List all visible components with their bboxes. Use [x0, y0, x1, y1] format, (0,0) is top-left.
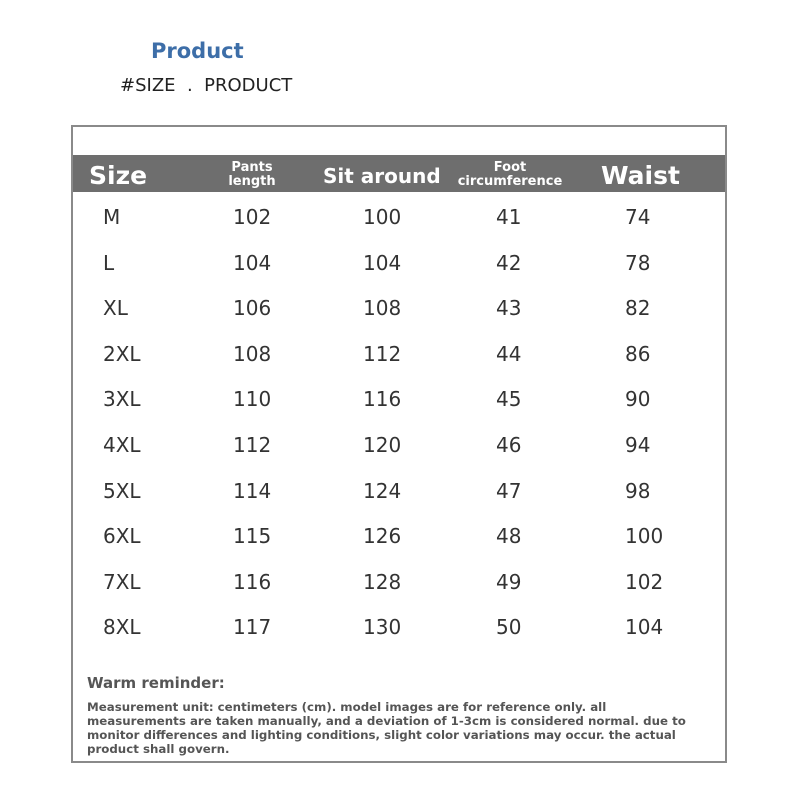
size-chart-panel — [71, 125, 727, 763]
page-title: Product — [151, 39, 244, 63]
cell-pants-length: 117 — [233, 615, 272, 640]
cell-pants-length: 110 — [233, 387, 272, 412]
cell-size: 6XL — [103, 524, 141, 549]
table-row — [73, 607, 725, 653]
cell-sit-around: 116 — [363, 387, 402, 412]
column-header-waist: Waist — [601, 161, 680, 190]
cell-size: 8XL — [103, 615, 141, 640]
table-header — [73, 155, 725, 192]
page-subtitle: #SIZE . PRODUCT — [120, 75, 293, 96]
reminder-title: Warm reminder: — [87, 674, 225, 692]
cell-sit-around: 124 — [363, 478, 402, 503]
table-row — [73, 425, 725, 471]
cell-foot-circumference: 49 — [496, 569, 522, 594]
cell-size: L — [103, 250, 115, 275]
cell-pants-length: 108 — [233, 341, 272, 366]
reminder-text: Measurement unit: centimeters (cm). model images are for reference only. all measurements are taken manually, and a deviation of 1-3cm is considered normal. due to monitor differences and lighting conditions, slight color variations may occur. the actual product shall govern. — [87, 700, 686, 756]
cell-foot-circumference: 42 — [496, 250, 522, 275]
cell-size: M — [103, 205, 121, 229]
cell-foot-circumference: 41 — [496, 205, 522, 229]
cell-size: 5XL — [103, 478, 141, 503]
table-row — [73, 562, 725, 608]
cell-pants-length: 115 — [233, 524, 272, 549]
cell-foot-circumference: 45 — [496, 387, 522, 412]
table-row — [73, 288, 725, 334]
cell-size: 4XL — [103, 432, 141, 457]
cell-pants-length: 104 — [233, 250, 272, 275]
cell-pants-length: 116 — [233, 569, 272, 594]
cell-waist: 74 — [625, 205, 651, 229]
cell-foot-circumference: 47 — [496, 478, 522, 503]
table-row — [73, 471, 725, 517]
cell-foot-circumference: 44 — [496, 341, 522, 366]
cell-sit-around: 100 — [363, 205, 402, 229]
column-header-pants-length: Pants length — [228, 160, 276, 189]
cell-size: XL — [103, 296, 128, 321]
cell-waist: 78 — [625, 250, 651, 275]
cell-size: 7XL — [103, 569, 141, 594]
table-row — [73, 516, 725, 562]
cell-waist: 90 — [625, 387, 651, 412]
table-row — [73, 243, 725, 289]
column-header-size: Size — [89, 161, 148, 190]
cell-pants-length: 106 — [233, 296, 272, 321]
cell-foot-circumference: 48 — [496, 524, 522, 549]
cell-pants-length: 112 — [233, 432, 272, 457]
cell-waist: 100 — [625, 524, 664, 549]
column-header-sit-around: Sit around — [323, 164, 441, 188]
cell-waist: 94 — [625, 432, 651, 457]
cell-waist: 98 — [625, 478, 651, 503]
cell-sit-around: 130 — [363, 615, 402, 640]
cell-sit-around: 108 — [363, 296, 402, 321]
table-row — [73, 197, 725, 243]
column-header-foot-circumference: Foot circumference — [457, 160, 563, 189]
cell-waist: 102 — [625, 569, 664, 594]
cell-size: 3XL — [103, 387, 141, 412]
cell-waist: 82 — [625, 296, 651, 321]
table-row — [73, 334, 725, 380]
cell-waist: 86 — [625, 341, 651, 366]
cell-sit-around: 126 — [363, 524, 402, 549]
cell-pants-length: 114 — [233, 478, 272, 503]
table-row — [73, 379, 725, 425]
cell-sit-around: 104 — [363, 250, 402, 275]
cell-foot-circumference: 43 — [496, 296, 522, 321]
table-body — [73, 197, 725, 653]
cell-size: 2XL — [103, 341, 141, 366]
cell-pants-length: 102 — [233, 205, 272, 229]
cell-foot-circumference: 50 — [496, 615, 522, 640]
cell-foot-circumference: 46 — [496, 432, 522, 457]
cell-waist: 104 — [625, 615, 664, 640]
cell-sit-around: 112 — [363, 341, 402, 366]
cell-sit-around: 128 — [363, 569, 402, 594]
cell-sit-around: 120 — [363, 432, 402, 457]
